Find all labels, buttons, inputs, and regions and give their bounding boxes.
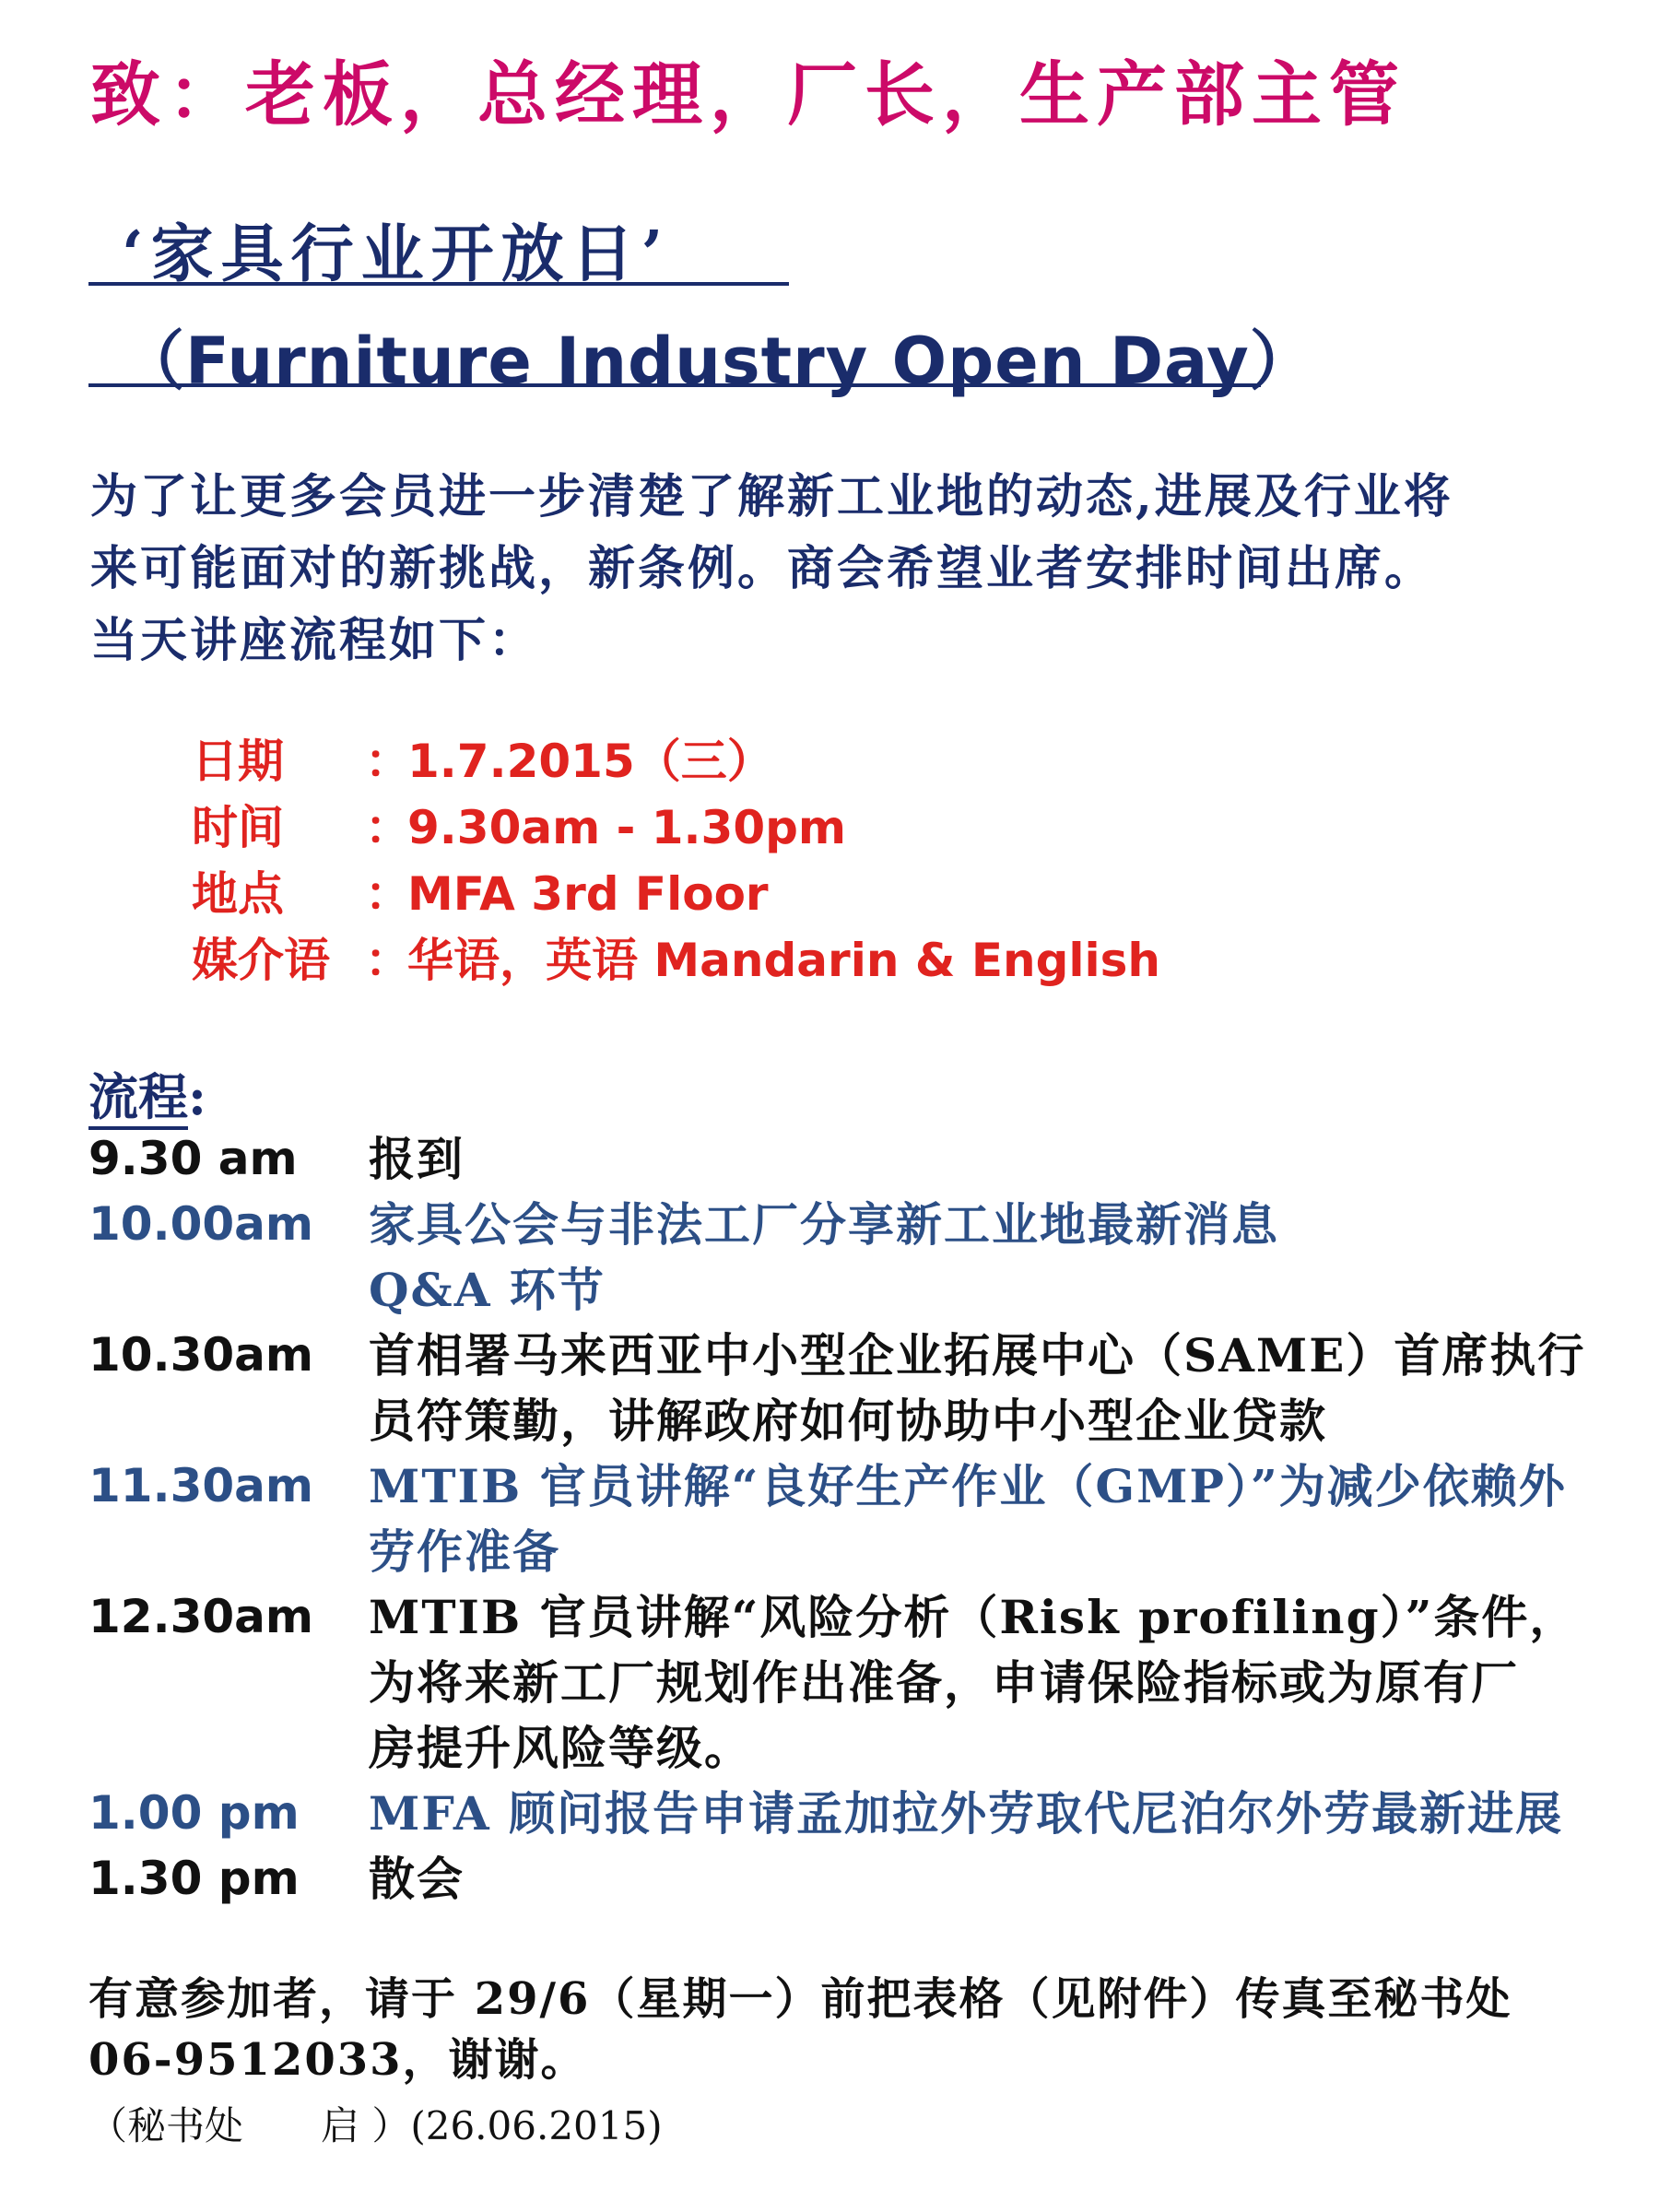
- schedule-item: [88, 1192, 1609, 1323]
- intro-line: 当天讲座流程如下：: [90, 613, 539, 668]
- schedule-line: 房提升风险等级。: [369, 1721, 752, 1775]
- info-value: 9.30am - 1.30pm: [407, 801, 847, 854]
- info-label: 日期: [192, 734, 284, 788]
- schedule-description: [369, 1453, 1609, 1584]
- intro-paragraph: [90, 461, 1602, 677]
- schedule-time: 1.30 pm: [88, 1852, 300, 1905]
- flow-heading-colon: :: [188, 1067, 206, 1126]
- greeting-line: 致：老板，总经理，厂长，生产部主管: [90, 53, 1406, 135]
- flow-heading: [88, 1058, 206, 1129]
- schedule-line: MTIB 官员讲解“良好生产作业（GMP）”为减少依赖外: [369, 1459, 1567, 1513]
- schedule-line: 散会: [369, 1852, 465, 1906]
- schedule-description: [369, 1323, 1609, 1453]
- schedule-item: [88, 1846, 1609, 1912]
- schedule-description: [369, 1192, 1609, 1323]
- schedule-line: 员符策勤，讲解政府如何协助中小型企业贷款: [369, 1394, 1327, 1448]
- schedule-description: [369, 1846, 1609, 1912]
- registration-line: 有意参加者，请于 29/6（星期一）前把表格（见附件）传真至秘书处: [88, 1973, 1512, 2025]
- info-label: 媒介语: [192, 933, 330, 987]
- schedule-time: 9.30 am: [88, 1132, 298, 1185]
- info-colon: ：: [365, 867, 411, 921]
- info-row-language: [192, 927, 1160, 994]
- schedule-list: [88, 1126, 1609, 1912]
- schedule-description: [369, 1584, 1609, 1781]
- schedule-line: 为将来新工厂规划作出准备，申请保险指标或为原有厂: [369, 1655, 1519, 1710]
- schedule-time: 12.30am: [88, 1590, 313, 1643]
- info-row-date: [192, 728, 1160, 794]
- info-row-time: [192, 794, 1160, 861]
- event-title-chinese: ‘家具行业开放日’: [88, 205, 789, 286]
- schedule-item: [88, 1453, 1609, 1584]
- schedule-item: [88, 1781, 1609, 1846]
- info-row-venue: [192, 861, 1160, 927]
- info-value: 1.7.2015（三）: [407, 735, 773, 788]
- schedule-item: [88, 1584, 1609, 1781]
- intro-line: 来可能面对的新挑战，新条例。商会希望业者安排时间出席。: [90, 541, 1435, 596]
- info-value: 华语，英语 Mandarin & English: [407, 934, 1161, 987]
- event-info-block: [192, 728, 1160, 994]
- schedule-time: 10.30am: [88, 1328, 313, 1382]
- intro-line: 为了让更多会员进一步清楚了解新工业地的动态,进展及行业将: [90, 469, 1453, 524]
- info-label: 地点: [192, 866, 284, 921]
- schedule-line: Q&A 环节: [369, 1263, 606, 1317]
- schedule-item: [88, 1323, 1609, 1453]
- registration-line: 06-9512033，谢谢。: [88, 2034, 587, 2086]
- registration-note: [88, 1969, 1512, 2090]
- schedule-description: [369, 1126, 1609, 1192]
- schedule-line: MTIB 官员讲解“风险分析（Risk profiling）”条件，: [369, 1590, 1578, 1644]
- info-label: 时间: [192, 800, 284, 854]
- schedule-line: 报到: [369, 1132, 465, 1186]
- schedule-line: 家具公会与非法工厂分享新工业地最新消息: [369, 1197, 1279, 1252]
- info-colon: ：: [365, 735, 411, 788]
- info-value: MFA 3rd Floor: [407, 867, 769, 921]
- schedule-time: 1.00 pm: [88, 1786, 300, 1840]
- info-colon: ：: [365, 801, 411, 854]
- schedule-time: 10.00am: [88, 1197, 313, 1251]
- schedule-time: 11.30am: [88, 1459, 313, 1512]
- signoff: （秘书处 启 ）(26.06.2015): [88, 2103, 663, 2148]
- schedule-line: 首相署马来西亚中小型企业拓展中心（SAME）首席执行: [369, 1328, 1586, 1382]
- event-title-english: （Furniture Industry Open Day）: [88, 310, 1261, 387]
- schedule-item: [88, 1126, 1609, 1192]
- info-colon: ：: [365, 934, 411, 987]
- flow-heading-text: 流程: [88, 1067, 188, 1130]
- schedule-line: 劳作准备: [369, 1524, 560, 1579]
- schedule-line: MFA 顾问报告申请孟加拉外劳取代尼泊尔外劳最新进展: [369, 1786, 1564, 1841]
- schedule-description: [369, 1781, 1609, 1846]
